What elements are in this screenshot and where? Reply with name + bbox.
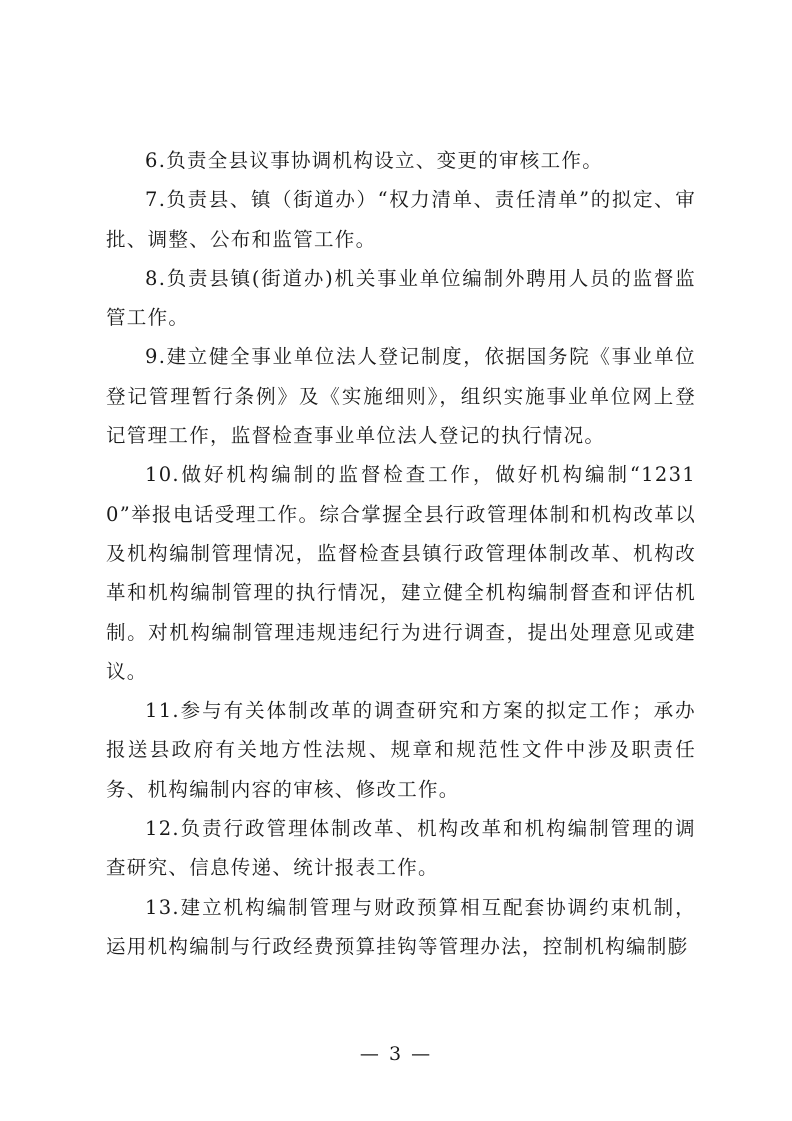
page-number: — 3 — (359, 1043, 433, 1065)
paragraph-item-8: 8.负责县镇(街道办)机关事业单位编制外聘用人员的监督监管工作。 (106, 266, 696, 330)
paragraph-item-7: 7.负责县、镇（街道办）“权力清单、责任清单”的拟定、审批、调整、公布和监管工作。 (106, 188, 696, 251)
paragraph-item-11: 11.参与有关体制改革的调查研究和方案的拟定工作；承办报送县政府有关地方性法规、规章和规范性文件中涉及职责任务、机构编制内容的审核、修改工作。 (106, 699, 696, 801)
paragraph-item-9: 9.建立健全事业单位法人登记制度，依据国务院《事业单位登记管理暂行条例》及《实施细则》，组织实施事业单位网上登记管理工作，监督检查事业单位法人登记的执行情况。 (106, 345, 696, 448)
body-text (106, 141, 696, 966)
paragraph-item-13: 13.建立机构编制管理与财政预算相互配套协调约束机制，运用机构编制与行政经费预算挂钩等管理办法，控制机构编制膨 (106, 895, 696, 958)
paragraph-item-10: 10.做好机构编制的监督检查工作，做好机构编制“12310”举报电话受理工作。综合掌握全县行政管理体制和机构改革以及机构编制管理情况，监督检查县镇行政管理体制改革、机构改革和机构编制管理的执行情况，建立健全机构编制督查和评估机制。对机构编制管理违规违纪行为进行调查，提出处理意见或建议。 (106, 463, 696, 683)
paragraph-item-6: 6.负责全县议事协调机构设立、变更的审核工作。 (145, 149, 604, 172)
paragraph-item-12: 12.负责行政管理体制改革、机构改革和机构编制管理的调查研究、信息传递、统计报表工作。 (106, 817, 696, 880)
